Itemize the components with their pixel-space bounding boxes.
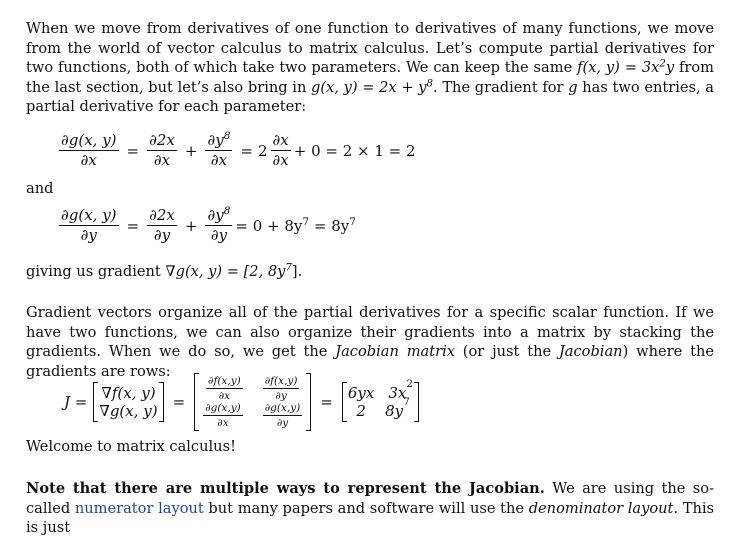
jacobian-symbol: J =: [64, 393, 88, 411]
fraction-term-2: $\frac{\partial y^8}{\partial x}$: [207, 130, 231, 169]
entry-df-dx: $\frac{\partial f(x,y)}{\partial x}$: [208, 375, 241, 402]
intro-text-3: . The gradient for: [433, 78, 569, 96]
entry-dg-dx: $\frac{\partial g(x,y)}{\partial x}$: [205, 402, 241, 429]
gradient-line: giving us gradient ∇g(x, y) = [2, $8y^7$].: [26, 262, 303, 280]
fraction-lhs: $\frac{\partial g(x, y)}{\partial y}$: [61, 206, 117, 244]
equation-partial-y: $\frac{\partial g(x, y)}{\partial y}$ = $\frac{\partial 2x}{\partial y}$ + $\frac{\partial y^8}{\partial y}$ = $0 + 8y^7 = 8y^7$: [61, 205, 356, 244]
gradient-vector-matrix: ∇f(x, y) ∇g(x, y): [93, 382, 163, 422]
jacobian-paragraph: Gradient vectors organize all of the partial derivatives for a specific scalar function. If we have two functions, we can also organize their gradients into a matrix by stacking the gradients. When we do so, we get the Jacobian matrix (or just the Jacobian) where the gradients are rows:: [26, 304, 714, 380]
fraction-lhs: $\frac{\partial g(x, y)}{\partial x}$: [61, 131, 117, 169]
coefficient: 2: [257, 141, 268, 160]
equation-tail: + 0 = 2 × 1 = 2: [293, 141, 416, 160]
fraction-term-3: $\frac{\partial x}{\partial x}$: [272, 131, 289, 169]
intro-text-1: When we move from derivatives of one function to derivatives of many functions, we move from the world of vector calculus to matrix calculus. Let’s compute partial derivatives for two functions, both of which take two parameters. We can keep the same: [26, 20, 714, 77]
equation-partial-x: $\frac{\partial g(x, y)}{\partial x}$ = $\frac{\partial 2x}{\partial x}$ + $\frac{\partial y^8}{\partial x}$ = 2 $\frac{\partial x}{\partial x}$ + 0 = 2 × 1 = 2: [61, 130, 416, 169]
intro-paragraph: [26, 19, 714, 117]
fraction-term-1: $\frac{\partial 2x}{\partial x}$: [149, 131, 175, 169]
entry-dg-dy: $\frac{\partial g(x,y)}{\partial y}$: [264, 402, 301, 429]
equation-tail: = $0 + 8y^7 = 8y^7$: [235, 215, 356, 235]
and-label: and: [26, 180, 54, 197]
entry-df-dy: $\frac{\partial f(x,y)}{\partial y}$: [264, 375, 298, 402]
intro-text-2: from the last section, but let’s also bring in: [26, 59, 714, 96]
fraction-term-2: $\frac{\partial y^8}{\partial y}$: [207, 205, 231, 244]
result-matrix: 6yx 3x 2 2 8y 7: [342, 382, 419, 422]
g-symbol: g: [568, 78, 578, 96]
welcome-line: Welcome to matrix calculus!: [26, 438, 236, 455]
gradient-expression: ∇g(x, y) = [2, $8y^7$].: [165, 262, 303, 280]
intro-text-4: has two entries, a partial derivative for each parameter:: [26, 78, 715, 116]
numerator-layout-link[interactable]: numerator layout: [74, 499, 204, 517]
fraction-term-1: $\frac{\partial 2x}{\partial y}$: [149, 206, 175, 244]
jacobian-term: Jacobian: [558, 343, 623, 361]
f-definition: f(x, $y) = 3x^2y$: [577, 58, 675, 77]
note-paragraph: Note that there are multiple ways to represent the Jacobian. We are using the so-called numerator layout but many papers and software will use the denominator layout. This is just: [26, 480, 715, 537]
note-bold: Note that there are multiple ways to represent the Jacobian.: [26, 480, 545, 497]
jacobian-matrix-term: Jacobian matrix: [335, 343, 455, 361]
jacobian-equation: J = ∇f(x, y) ∇g(x, y) = $\frac{\partial f(x,y)}{\partial x}$ $\frac{\partial f(x,y)}{\partial y}$ $\frac{\partial g(x,y)}{\partial x}$ $\frac{\partial g(x,y)}{\partial y}$ = 6yx 3x 2 2 8y 7: [64, 373, 423, 431]
partial-derivative-matrix: [194, 373, 311, 431]
denominator-layout-term: denominator layout: [528, 499, 674, 517]
g-definition: g(x, $y) = 2x + y^8$: [311, 78, 433, 96]
